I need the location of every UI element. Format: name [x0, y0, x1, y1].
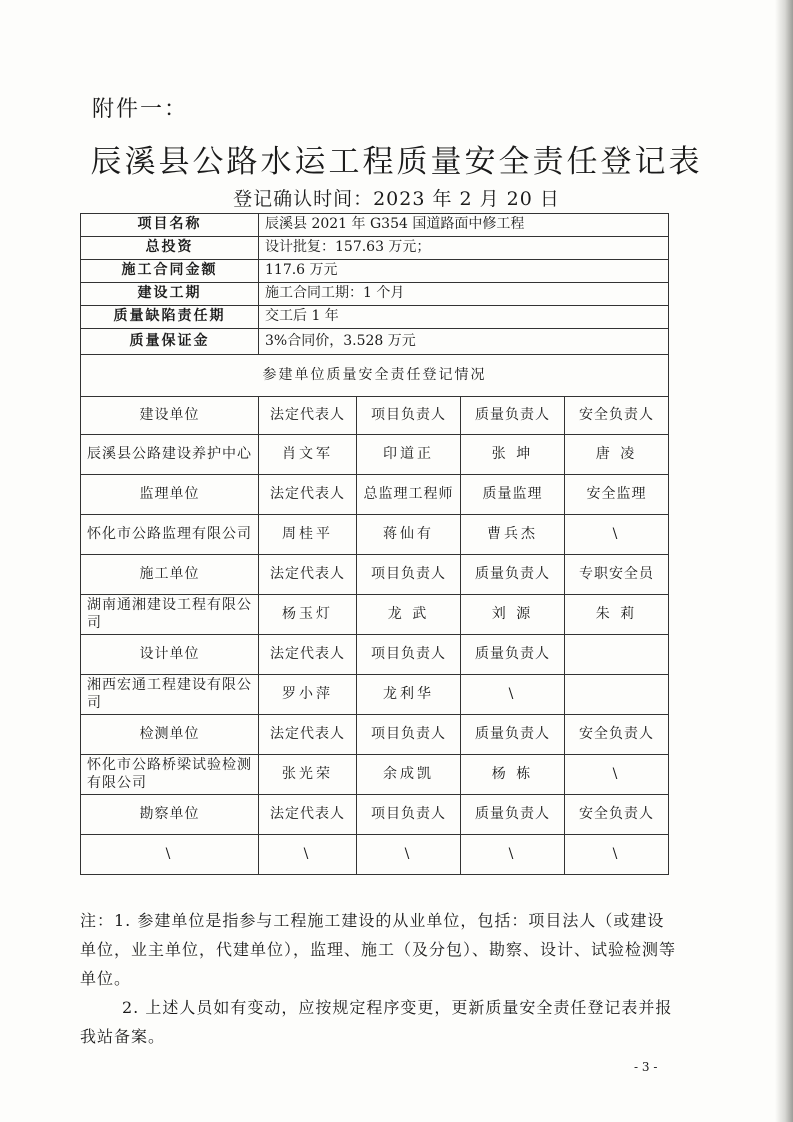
role-cell: 安全负责人: [565, 397, 669, 435]
info-label: 质量保证金: [81, 329, 259, 355]
org-name: 怀化市公路监理有限公司: [81, 515, 259, 555]
info-value: 117.6 万元: [259, 260, 669, 283]
role-row: [81, 795, 669, 835]
person-cell: 蒋仙有: [357, 515, 461, 555]
note-2: 2. 上述人员如有变动，应按规定程序变更，更新质量安全责任登记表并报我站备案。: [80, 998, 673, 1046]
role-cell: 安全负责人: [565, 795, 669, 835]
role-cell: 法定代表人: [259, 715, 357, 755]
person-row: [81, 755, 669, 795]
unit-label: 施工单位: [81, 555, 259, 595]
info-value: 交工后 1 年: [259, 306, 669, 329]
role-cell: 项目负责人: [357, 635, 461, 675]
role-cell: 法定代表人: [259, 555, 357, 595]
info-row: [81, 214, 669, 237]
role-cell: 质量负责人: [461, 635, 565, 675]
unit-label: 检测单位: [81, 715, 259, 755]
info-row: [81, 260, 669, 283]
info-row: [81, 283, 669, 306]
unit-label: 设计单位: [81, 635, 259, 675]
unit-label: 监理单位: [81, 475, 259, 515]
role-cell: 项目负责人: [357, 555, 461, 595]
info-row: [81, 306, 669, 329]
role-cell: 质量监理: [461, 475, 565, 515]
person-cell: 朱 莉: [565, 595, 669, 635]
info-label: 项目名称: [81, 214, 259, 237]
unit-label: 建设单位: [81, 397, 259, 435]
person-cell: \: [461, 835, 565, 875]
person-cell: 杨 栋: [461, 755, 565, 795]
info-value: 设计批复：157.63 万元；: [259, 237, 669, 260]
role-cell: 安全监理: [565, 475, 669, 515]
person-cell: 张 坤: [461, 435, 565, 475]
info-label: 质量缺陷责任期: [81, 306, 259, 329]
person-cell: \: [357, 835, 461, 875]
note-1: 注：1. 参建单位是指参与工程施工建设的从业单位，包括：项目法人（或建设单位，业主单位，代建单位），监理、施工（及分包）、勘察、设计、试验检测等单位。: [80, 911, 677, 988]
person-cell: \: [259, 835, 357, 875]
role-cell: 项目负责人: [357, 397, 461, 435]
person-cell: \: [565, 515, 669, 555]
person-row: [81, 515, 669, 555]
role-cell: 质量负责人: [461, 715, 565, 755]
section-title: 参建单位质量安全责任登记情况: [81, 355, 669, 397]
person-cell: 罗小萍: [259, 675, 357, 715]
role-cell: 质量负责人: [461, 795, 565, 835]
role-row: [81, 397, 669, 435]
info-value: 3%合同价，3.528 万元: [259, 329, 669, 355]
role-cell: 法定代表人: [259, 397, 357, 435]
org-name: 湘西宏通工程建设有限公司: [81, 675, 259, 715]
person-cell: \: [565, 835, 669, 875]
role-cell: 项目负责人: [357, 715, 461, 755]
person-cell: \: [565, 755, 669, 795]
notes: [80, 906, 680, 1051]
confirm-date: 登记确认时间：2023 年 2 月 20 日: [233, 188, 560, 210]
person-cell: 龙利华: [357, 675, 461, 715]
role-cell: 安全负责人: [565, 715, 669, 755]
org-name: 湖南通湘建设工程有限公司: [81, 595, 259, 635]
info-value: 辰溪县 2021 年 G354 国道路面中修工程: [259, 214, 669, 237]
registration-table: [80, 213, 669, 875]
org-name: \: [81, 835, 259, 875]
annex-label: 附件一：: [92, 97, 189, 122]
person-cell: 余成凯: [357, 755, 461, 795]
role-row: [81, 715, 669, 755]
person-cell: 杨玉灯: [259, 595, 357, 635]
person-row: [81, 435, 669, 475]
person-cell: 张光荣: [259, 755, 357, 795]
info-label: 施工合同金额: [81, 260, 259, 283]
person-cell: \: [461, 675, 565, 715]
org-name: 辰溪县公路建设养护中心: [81, 435, 259, 475]
person-cell: 肖文军: [259, 435, 357, 475]
role-cell: 专职安全员: [565, 555, 669, 595]
role-row: [81, 635, 669, 675]
role-cell: 质量负责人: [461, 397, 565, 435]
info-value: 施工合同工期：1 个月: [259, 283, 669, 306]
role-cell: 法定代表人: [259, 475, 357, 515]
role-cell: [565, 635, 669, 675]
role-row: [81, 475, 669, 515]
info-label: 总投资: [81, 237, 259, 260]
role-row: [81, 555, 669, 595]
role-cell: 项目负责人: [357, 795, 461, 835]
page-number: - 3 -: [634, 1060, 658, 1074]
person-cell: 印道正: [357, 435, 461, 475]
org-name: 怀化市公路桥梁试验检测有限公司: [81, 755, 259, 795]
person-cell: [565, 675, 669, 715]
person-cell: 唐 凌: [565, 435, 669, 475]
person-row: [81, 675, 669, 715]
person-cell: 刘 源: [461, 595, 565, 635]
role-cell: 质量负责人: [461, 555, 565, 595]
person-cell: 曹兵杰: [461, 515, 565, 555]
person-row: [81, 835, 669, 875]
unit-label: 勘察单位: [81, 795, 259, 835]
info-row: [81, 237, 669, 260]
role-cell: 法定代表人: [259, 795, 357, 835]
section-row: [81, 355, 669, 397]
person-cell: 周桂平: [259, 515, 357, 555]
info-row: [81, 329, 669, 355]
person-row: [81, 595, 669, 635]
info-label: 建设工期: [81, 283, 259, 306]
person-cell: 龙 武: [357, 595, 461, 635]
role-cell: 总监理工程师: [357, 475, 461, 515]
page-title: 辰溪县公路水运工程质量安全责任登记表: [90, 144, 703, 180]
role-cell: 法定代表人: [259, 635, 357, 675]
